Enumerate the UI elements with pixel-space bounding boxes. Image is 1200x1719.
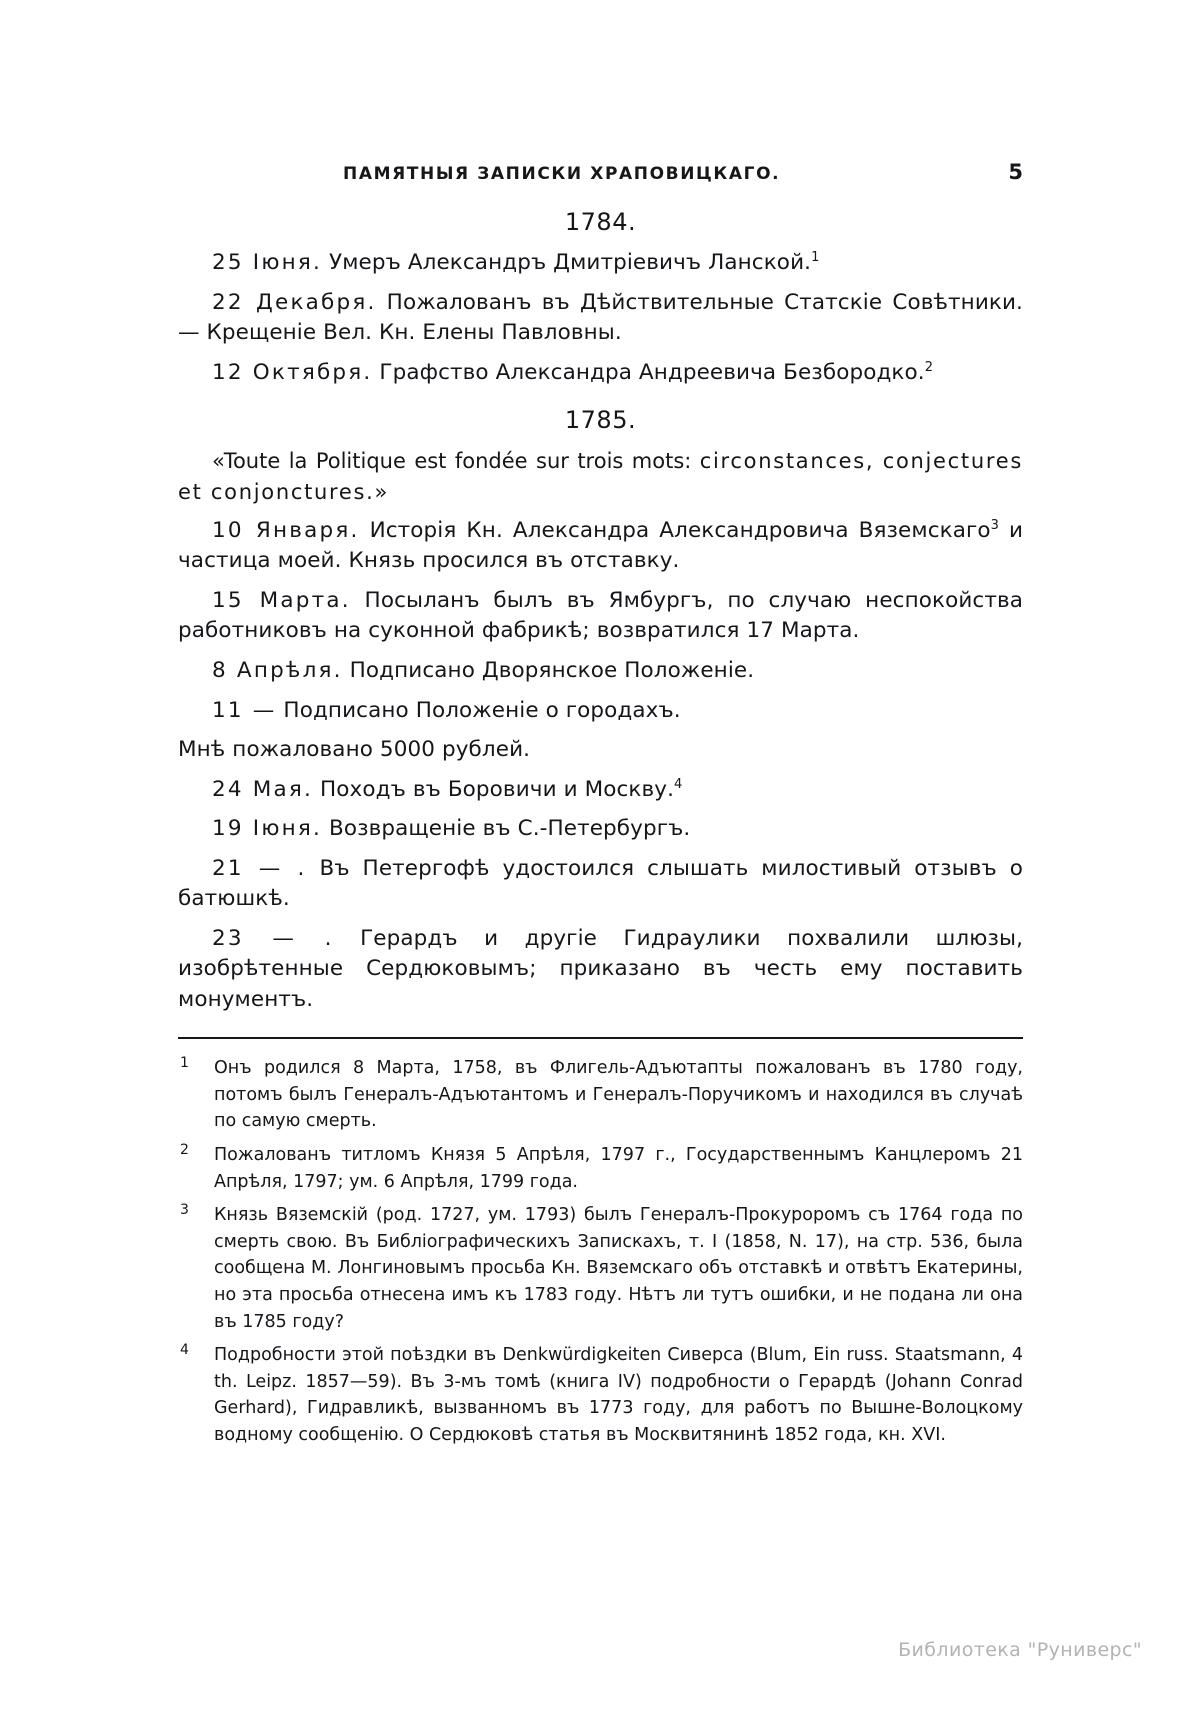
entry-date: 23 — . — [212, 925, 334, 951]
entry-date: 25 Iюня. — [212, 250, 323, 275]
entry-text: Подписано Дворянское Положенiе. — [342, 658, 755, 683]
epigraph-spaced-2: conjectures et conjonctures.» — [178, 449, 1023, 504]
entry-text: Исторiя Кн. Александра Александровича Вяземскаго — [359, 517, 991, 543]
footnote-marker: 2 — [180, 1141, 189, 1158]
footnote-2 — [178, 1142, 1023, 1195]
entry-date: 22 Декабря. — [212, 289, 377, 315]
year-heading-1785: 1785. — [564, 406, 637, 435]
footnote-ref[interactable]: 1 — [811, 249, 820, 265]
footnotes-block — [178, 1055, 1023, 1448]
footnote-ref[interactable]: 2 — [924, 359, 933, 375]
entry-date: 15 Марта. — [212, 587, 351, 613]
entry-text: Герардъ и другiе Гидраулики похвалили шлюзы, изобрѣтенные Сердюковымъ; приказано въ честь ему поставить монументъ. — [178, 925, 1024, 1012]
entry-1785-1 — [178, 516, 1023, 577]
entry-1785-9 — [178, 924, 1023, 1016]
entry-date: 12 Октября. — [212, 359, 373, 385]
footnote-3 — [178, 1202, 1023, 1335]
year-heading-1784: 1784. — [564, 208, 637, 236]
entry-1785-3 — [178, 656, 1023, 687]
entry-date: 21 — . — [212, 855, 307, 881]
entry-text: Мнѣ пожаловано 5000 рублей. — [178, 737, 531, 763]
footnote-text: Онъ родился 8 Марта, 1758, въ Флигель-Адъютапты пожалованъ въ 1780 году, потомъ былъ Генералъ-Адъютантомъ и Генералъ-Поручикомъ и находился въ случаѣ по самую смерть. — [214, 1058, 1023, 1132]
library-watermark: Библиотека "Руниверс" — [898, 1639, 1142, 1661]
entry-text-tail: и частица моей. Князь просился въ отставку. — [178, 517, 1024, 574]
epigraph-quote — [178, 446, 1023, 507]
entry-1784-2 — [178, 288, 1023, 349]
page-number: 5 — [1008, 160, 1023, 184]
footnote-ref[interactable]: 3 — [990, 517, 999, 533]
footnote-1 — [178, 1055, 1023, 1135]
entry-text: Посыланъ былъ въ Ямбургъ, по случаю неспокойства работниковъ на суконной фабрикѣ; возвратился 17 Марта. — [178, 587, 1023, 644]
entry-text: Возвращенiе въ С.-Петербургъ. — [322, 816, 691, 842]
page-header — [178, 160, 1023, 184]
entry-1785-8 — [178, 854, 1023, 915]
footnote-marker: 1 — [180, 1055, 189, 1072]
entry-date: 11 — — [212, 697, 277, 723]
entry-1785-5 — [178, 735, 1023, 766]
entry-1785-4 — [178, 696, 1023, 727]
entry-text: Походъ въ Боровичи и Москву. — [313, 776, 675, 802]
entry-1785-7 — [178, 814, 1023, 845]
epigraph-spaced-1: circonstances, — [699, 449, 875, 474]
footnote-ref[interactable]: 4 — [674, 776, 683, 792]
footnote-separator — [178, 1037, 1023, 1039]
footnote-text: Подробности этой поѣздки въ Denkwürdigkeiten Сиверса (Blum, Ein russ. Staatsmann, 4 th. Leipz. 1857—59). Въ 3-мъ томѣ (книга IV) подробности о Герардѣ (Johann Conrad Gerhard), Гидравликѣ, вызванномъ въ 1773 году, для работъ по Вышне-Волоцкому водному сообщенiю. О Сердюковѣ статья въ Москвитянинѣ 1852 года, кн. XVI. — [214, 1345, 1023, 1445]
entry-1785-6 — [178, 775, 1023, 806]
footnote-4 — [178, 1342, 1023, 1448]
entry-text: Пожалованъ въ Дѣйствительные Статскiе Совѣтники. — Крещенiе Вел. Кн. Елены Павловны. — [178, 289, 1023, 346]
page-content — [178, 160, 1023, 1455]
entry-text: Подписано Положенiе о городахъ. — [276, 697, 681, 723]
entry-1784-1 — [178, 248, 1023, 279]
entry-text: Графство Александра Андреевича Безбородко. — [372, 359, 925, 385]
entry-1785-2 — [178, 586, 1023, 647]
footnote-text: Князь Вяземскiй (род. 1727, ум. 1793) былъ Генералъ-Прокуроромъ съ 1764 года по смерть свою. Въ Библiографическихъ Запискахъ, т. I (1858, N. 17), на стр. 536, была сообщена М. Лонгиновымъ просьба Кн. Вяземскаго объ отставкѣ и отвѣтъ Екатерины, но эта просьба отнесена имъ къ 1783 году. Нѣтъ ли тутъ ошибки, и не подана ли она въ 1785 году? — [214, 1205, 1023, 1332]
entry-1784-3 — [178, 358, 1023, 389]
running-head: ПАМЯТНЫЯ ЗАПИСКИ ХРАПОВИЦКАГО. — [343, 164, 781, 184]
footnote-text: Пожалованъ титломъ Князя 5 Апрѣля, 1797 г., Государственнымъ Канцлеромъ 21 Апрѣля, 1797; ум. 6 Апрѣля, 1799 года. — [214, 1144, 1023, 1192]
entry-date: 10 Января. — [212, 517, 360, 543]
footnote-marker: 3 — [180, 1202, 189, 1219]
epigraph-plain: «Toute la Politique est fondée sur trois mots: — [212, 449, 700, 474]
entry-date: 19 Iюня. — [212, 816, 323, 842]
entry-text: Умеръ Александръ Дмитрiевичъ Ланской. — [322, 250, 812, 275]
entry-date: 8 Апрѣля. — [212, 658, 343, 683]
footnote-marker: 4 — [180, 1342, 189, 1359]
entry-date: 24 Мая. — [212, 776, 314, 802]
entry-text: Въ Петергофѣ удостоился слышать милостивый отзывъ о батюшкѣ. — [178, 855, 1023, 912]
